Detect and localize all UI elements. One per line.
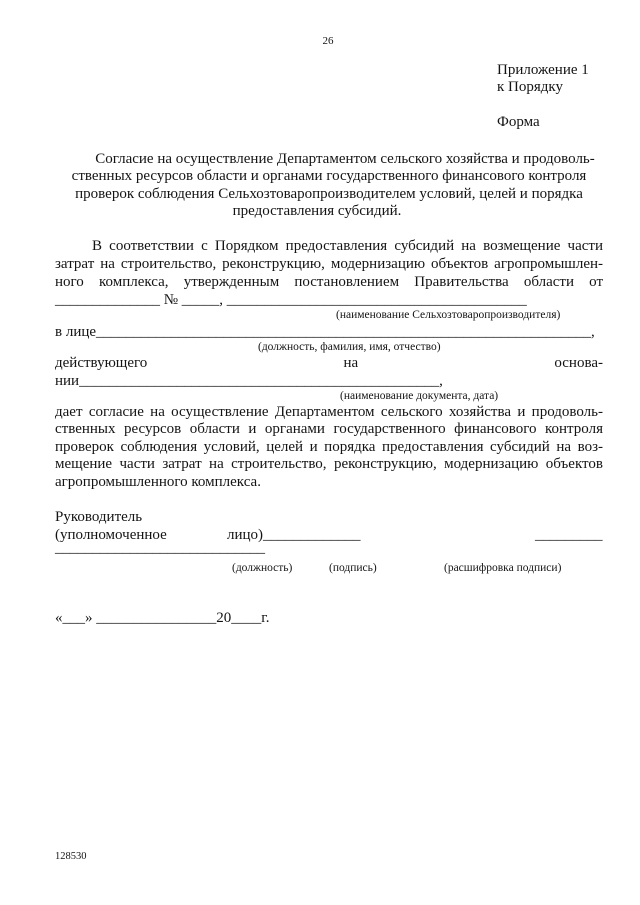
signature-decode-blank: _________ [535, 526, 603, 543]
position-blank: ____________________________ [55, 540, 265, 556]
signatory-title: Руководитель [55, 508, 143, 525]
paragraph-line: затрат на строительство, реконструкцию, модернизацию объектов агропромышлен- [55, 255, 603, 272]
producer-hint: (наименование Сельхозтоваропроизводителя) [336, 308, 561, 321]
basis-field-line: нии________________________________________________, [55, 372, 443, 389]
producer-field-line: ______________ № _____, ________________________________________ [55, 291, 527, 308]
basis-line: действующего на основа- [55, 354, 603, 371]
paragraph-line: мещение части затрат на строительство, реконструкцию, модернизацию объектов [55, 455, 603, 472]
appendix-reference: к Порядку [497, 79, 563, 95]
date-line: «___» ________________20____г. [55, 609, 270, 626]
title-line: ственных ресурсов области и органами государственного финансового контроля [71, 168, 587, 184]
paragraph-line: ственных ресурсов области и органами государственного финансового контроля [55, 420, 603, 437]
paragraph-line: агропромышленного комплекса. [55, 473, 261, 490]
page-number: 26 [322, 35, 334, 47]
authorized-person-signature-blank: лицо)_____________ [227, 526, 361, 543]
position-label: (должность) [232, 561, 293, 574]
representative-hint: (должность, фамилия, имя, отчество) [258, 340, 441, 353]
title-line: предоставления субсидий. [232, 203, 402, 219]
representative-field-line: в лице__________________________________________________________________, [55, 323, 595, 340]
paragraph-line: ного комплекса, утвержденным постановлением Правительства области от [55, 273, 603, 290]
basis-hint: (наименование документа, дата) [340, 389, 499, 402]
paragraph-line: проверок соблюдения условий, целей и порядка предоставления субсидий на воз- [55, 438, 603, 455]
title-line: проверок соблюдения Сельхозтоваропроизводителем условий, целей и порядка [75, 185, 583, 202]
paragraph-line: В соответствии с Порядком предоставления субсидий на возмещение части [92, 237, 603, 254]
title-line: Согласие на осуществление Департаментом сельского хозяйства и продоволь- [95, 150, 595, 167]
authorized-person-label: (уполномоченное [55, 526, 167, 543]
form-label: Форма [497, 113, 540, 130]
signature-decode-label: (расшифровка подписи) [444, 561, 562, 574]
signature-label: (подпись) [329, 561, 377, 574]
paragraph-line: дает согласие на осуществление Департаментом сельского хозяйства и продоволь- [55, 403, 603, 420]
appendix-label: Приложение 1 [497, 61, 589, 78]
footer-code: 128530 [55, 851, 87, 862]
